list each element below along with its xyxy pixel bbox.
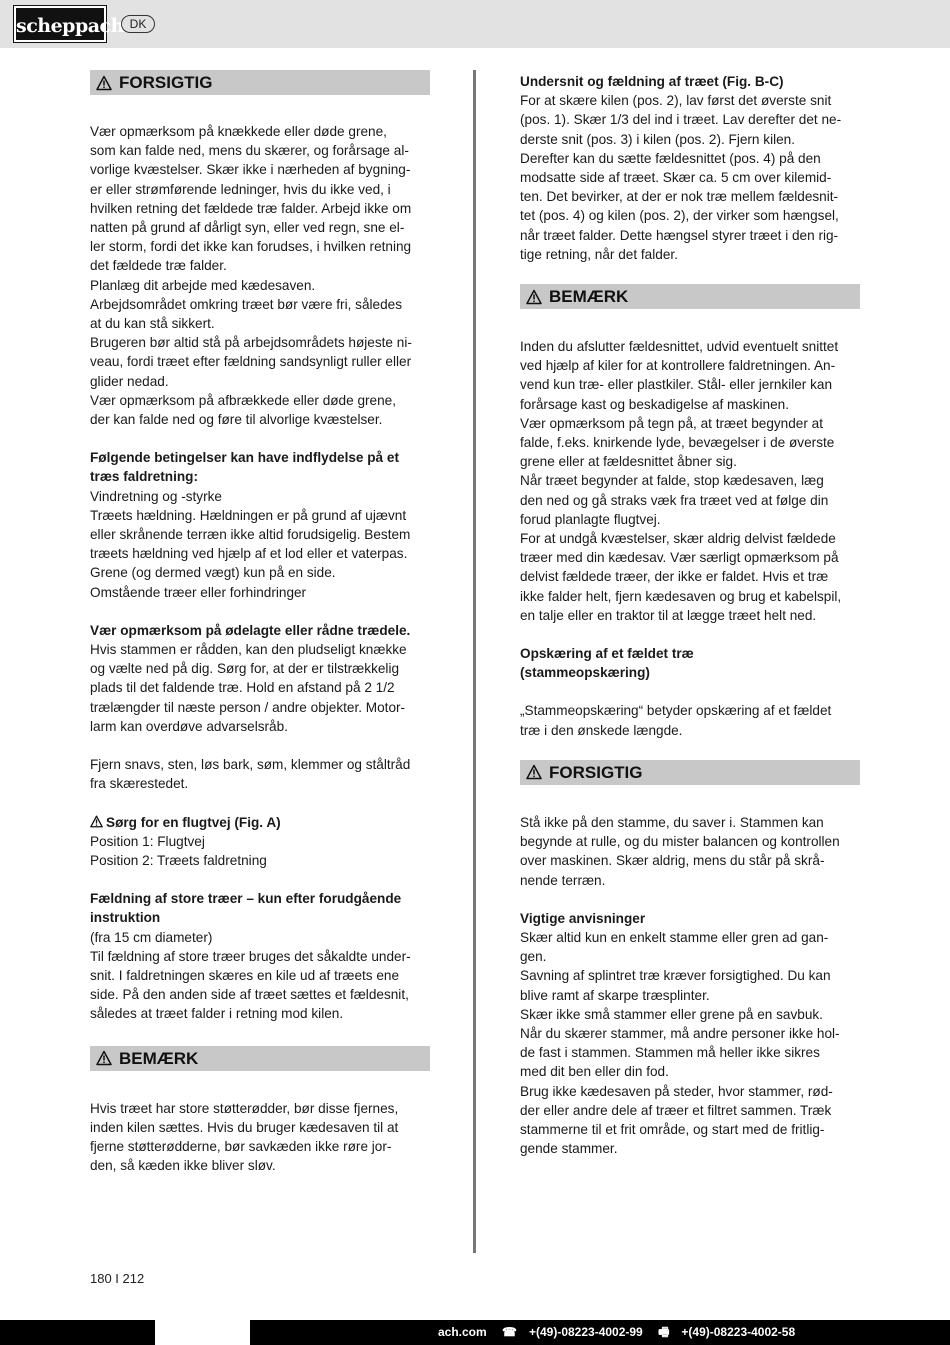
footer-fax: +(49)-08223-4002-58 <box>681 1325 796 1339</box>
text-line: når træet falder. Dette hængsel styrer træet i den rig- <box>520 227 839 243</box>
footer-website[interactable]: ach.com <box>438 1325 487 1339</box>
text-line: veau, fordi træet efter fældning sandsynligt ruller eller <box>90 354 412 370</box>
text-line: forud planlagte flugtvej. <box>520 511 661 527</box>
text-line: Vær opmærksom på knækkede eller døde grene, <box>90 124 387 139</box>
text-line: begynde at rulle, og du mister balancen og kontrollen <box>520 834 840 850</box>
text-line: inden kilen sættes. Hvis du bruger kædesaven til at <box>90 1119 399 1135</box>
section-heading <box>90 813 430 832</box>
text-line: tige retning, når det falder. <box>520 246 678 262</box>
right-column <box>520 72 860 1158</box>
caution-label: FORSIGTIG <box>549 762 643 782</box>
text-line: delvist fældede træer, der ikke er faldet. Hvis et træ <box>520 569 829 585</box>
caution-box-1 <box>90 70 430 95</box>
text-line: stammerne til et frit område, og start med de fritlig- <box>520 1121 825 1137</box>
text-line: snit. I faldretningen skæres en kile ud af træets ene <box>90 967 400 983</box>
text-line: således at træet falder i retning mod kilen. <box>90 1006 344 1022</box>
warning-triangle-icon <box>96 1050 112 1066</box>
text-line: (fra 15 cm diameter) <box>90 929 213 945</box>
warning-triangle-icon <box>526 764 542 780</box>
text-line: Når du skærer stammer, må andre personer ikke hol- <box>520 1025 840 1041</box>
text-line: ikke falder helt, fjern kædesaven og brug et kabelspil, <box>520 588 842 604</box>
text-line: natten på grund af dårligt syn, eller ved regn, sne el- <box>90 220 405 236</box>
text-line: de fast i stammen. Stammen må heller ikke sikres <box>520 1045 820 1061</box>
text-line: For at skære kilen (pos. 2), lav først det øverste snit <box>520 93 832 109</box>
footer-contact <box>438 1320 807 1345</box>
text-line: Derefter kan du sætte fældesnittet (pos. 4) på den <box>520 150 821 166</box>
text-line: Inden du afslutter fældesnittet, udvid eventuelt snittet <box>520 339 839 355</box>
column-divider <box>473 70 476 1253</box>
footer-white-block <box>155 1320 250 1345</box>
text-line: nende terræn. <box>520 872 606 888</box>
text-line: træ i den ønskede længde. <box>520 722 683 738</box>
text-line: Arbejdsområdet omkring træet bør være fri, således <box>90 296 403 312</box>
text-line: den, så kæden ikke bliver sløv. <box>90 1158 276 1174</box>
text-line: Position 1: Flugtvej <box>90 833 205 849</box>
text-line: der eller andre dele af træer et filtret sammen. Træk <box>520 1102 832 1118</box>
text-line: forårsage kast og beskadigelse af maskinen. <box>520 396 790 412</box>
top-bar <box>0 0 950 48</box>
note-box-2 <box>520 284 860 309</box>
text-line: plads til det faldende træ. Hold en afstand på 2 1/2 <box>90 680 395 696</box>
text-line: Brug ikke kædesaven på steder, hvor stammer, rød- <box>520 1083 833 1099</box>
section-heading: Fældning af store træer – kun efter forudgående <box>90 891 402 907</box>
footer-bar <box>0 1320 950 1345</box>
section-heading: Undersnit og fældning af træet (Fig. B-C) <box>520 74 784 89</box>
text-line: (pos. 1). Skær 1/3 del ind i træet. Lav derefter det ne- <box>520 112 842 128</box>
text-line: og vælte ned på dig. Sørg for, at der er tilstrækkelig <box>90 661 400 677</box>
text-line: „Stammeopskæring“ betyder opskæring af et fældet <box>520 703 832 719</box>
text-line: træets hældning ved hjælp af et lod eller et vaterpas. <box>90 546 408 562</box>
text-line: ved hjælp af kiler for at kontrollere faldretningen. An- <box>520 358 836 374</box>
text-line: Hvis stammen er rådden, kan den pludseligt knække <box>90 642 407 658</box>
text-line: over maskinen. Skær aldrig, mens du står på skrå- <box>520 853 825 869</box>
left-column <box>90 70 430 1175</box>
text-line: Savning af splintret træ kræver forsigtighed. Du kan <box>520 968 831 984</box>
text-line: Træets hældning. Hældningen er på grund af ujævnt <box>90 507 407 523</box>
text-line: fra skærestedet. <box>90 776 189 792</box>
section-heading: træs faldretning: <box>90 469 198 485</box>
text-line: det fældede træ falder. <box>90 258 227 274</box>
section-heading: Opskæring af et fældet træ <box>520 646 694 662</box>
text-line: modsatte side af træet. Skær ca. 5 cm over kilemid- <box>520 170 832 186</box>
text-line: Hvis træet har store støtterødder, bør disse fjernes, <box>90 1100 399 1116</box>
section-heading: instruktion <box>90 910 161 926</box>
text-line: ten. Det bevirker, at der er nok træ mellem fældesnit- <box>520 189 839 205</box>
text-line: fjerne støtterødderne, bør savkæden ikke røre jor- <box>90 1138 392 1154</box>
text-line: side. På den anden side af træet sættes et fældesnit, <box>90 987 409 1003</box>
text-line: derste snit (pos. 3) i kilen (pos. 2). Fjern kilen. <box>520 131 796 147</box>
phone-icon: ☎ <box>502 1325 517 1339</box>
warning-triangle-icon <box>90 815 103 828</box>
warning-triangle-icon <box>96 75 112 91</box>
text-line: Vær opmærksom på afbrækkede eller døde grene, <box>90 392 396 408</box>
text-line: Brugeren bør altid stå på arbejdsområdets højeste ni- <box>90 335 412 351</box>
caution-paragraph <box>90 122 430 429</box>
text-line: Vindretning og -styrke <box>90 488 222 504</box>
text-line: en talje eller en traktor til at lægge træet helt ned. <box>520 607 817 623</box>
text-line: glider nedad. <box>90 373 169 389</box>
caution-box-2 <box>520 760 860 785</box>
text-line: trælængder til næste person / andre objekter. Motor- <box>90 699 406 715</box>
text-line: Skær altid kun en enkelt stamme eller gren ad gan- <box>520 929 829 945</box>
text-line: at du kan stå sikkert. <box>90 316 215 332</box>
text-line: grene eller at fældesnittet åbner sig. <box>520 454 737 470</box>
text-line: Planlæg dit arbejde med kædesaven. <box>90 277 316 293</box>
text-line: der kan falde ned og føre til alvorlige kvæstelser. <box>90 412 383 428</box>
section-heading: (stammeopskæring) <box>520 665 650 681</box>
text-line: som kan falde ned, mens du skærer, og forårsage al- <box>90 143 409 159</box>
text-line: er eller strømførende ledninger, hvis du ikke ved, i <box>90 181 391 197</box>
text-line: Stå ikke på den stamme, du saver i. Stammen kan <box>520 814 824 830</box>
section-heading: Følgende betingelser kan have indflydelse på et <box>90 450 399 466</box>
note-label: BEMÆRK <box>549 287 629 307</box>
text-line: ler storm, fordi det ikke kan forudses, i hvilken retning <box>90 239 412 255</box>
text-line: Omstående træer eller forhindringer <box>90 584 307 600</box>
page-number: 180 I 212 <box>90 1271 145 1286</box>
text-line: Når træet begynder at falde, stop kædesaven, læg <box>520 473 824 489</box>
text-line: med dit ben eller din fod. <box>520 1064 669 1080</box>
footer-phone: +(49)-08223-4002-99 <box>528 1325 643 1339</box>
text-line: larm kan overdøve advarselsråb. <box>90 718 288 734</box>
note-label: BEMÆRK <box>119 1048 199 1068</box>
section-heading: Vær opmærksom på ødelagte eller rådne trædele. <box>90 622 411 638</box>
text-line: gen. <box>520 949 547 965</box>
text-line: Fjern snavs, sten, løs bark, søm, klemmer og ståltråd <box>90 757 411 773</box>
text-line: hvilken retning det fældede træ falder. Arbejd ikke om <box>90 200 412 216</box>
text-line: vend kun træ- eller plastkiler. Stål- eller jernkiler kan <box>520 377 833 393</box>
text-line: den ned og gå straks væk fra træet ved at følge din <box>520 492 829 508</box>
escape-heading-text: Sørg for en flugtvej (Fig. A) <box>106 814 281 830</box>
caution-label: FORSIGTIG <box>119 73 213 92</box>
text-line: tet (pos. 4) og kilen (pos. 2), der virker som hængsel, <box>520 208 839 224</box>
text-line: træer med din kædesav. Vær særligt opmærksom på <box>520 550 839 566</box>
text-line: falde, f.eks. knirkende lyde, bevægelser i de øverste <box>520 435 835 451</box>
note-box-1 <box>90 1046 430 1071</box>
language-badge: DK <box>121 15 155 33</box>
text-line: gende stammer. <box>520 1141 618 1157</box>
text-line: blive ramt af skarpe træsplinter. <box>520 987 710 1003</box>
text-line: Position 2: Træets faldretning <box>90 852 267 868</box>
section-heading: Vigtige anvisninger <box>520 910 646 926</box>
text-line: For at undgå kvæstelser, skær aldrig delvist fældede <box>520 531 836 547</box>
text-line: vorlige kvæstelser. Skær ikke i nærheden af bygning- <box>90 162 411 178</box>
text-line: Til fældning af store træer bruges det såkaldte under- <box>90 948 411 964</box>
text-line: Vær opmærksom på tegn på, at træet begynder at <box>520 415 823 431</box>
scheppach-logo: scheppach <box>14 6 106 42</box>
text-line: eller skrånende terræn ikke altid forudsigelig. Bestem <box>90 527 411 543</box>
warning-triangle-icon <box>526 289 542 305</box>
text-line: Grene (og dermed vægt) kun på en side. <box>90 565 336 581</box>
text-line: Skær ikke små stammer eller grene på en savbuk. <box>520 1006 823 1022</box>
fax-icon: 🖷 <box>658 1325 670 1339</box>
